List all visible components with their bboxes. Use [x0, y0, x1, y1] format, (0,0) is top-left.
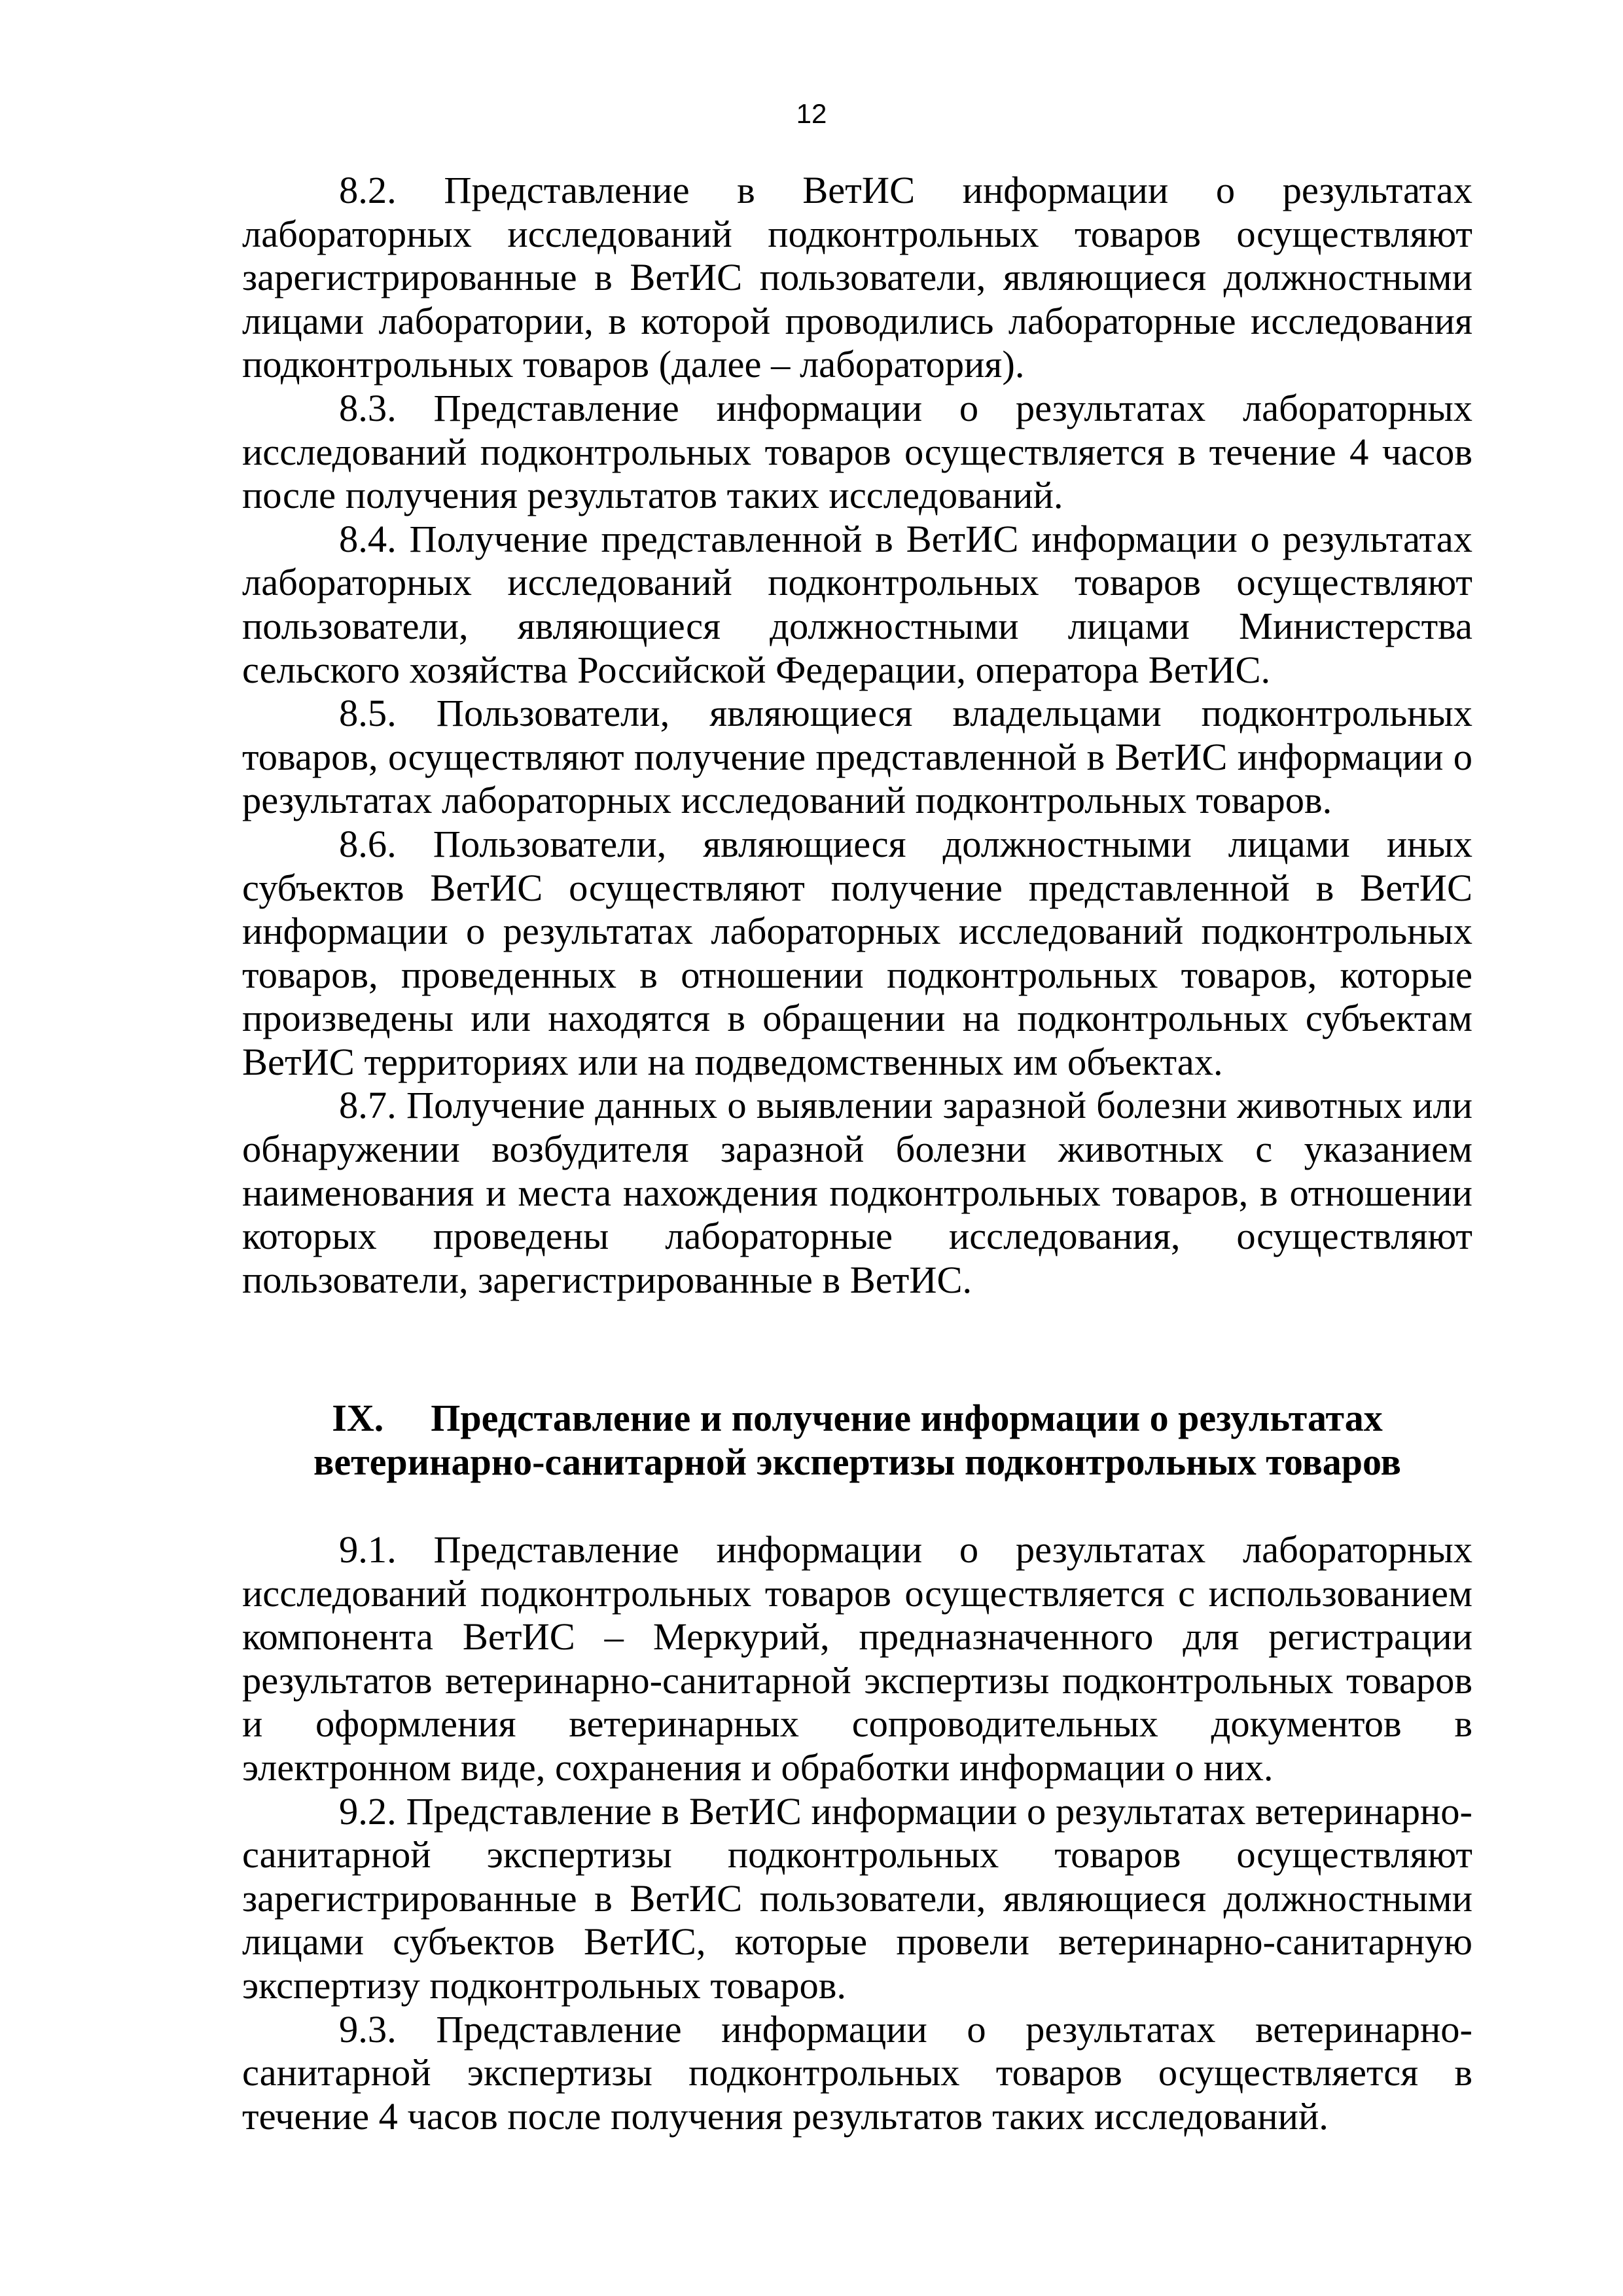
paragraph-number: 8.4.	[339, 517, 397, 560]
section-title-part-1: Представление и получение информации о результатах	[431, 1397, 1383, 1439]
paragraph-text: Представление в ВетИС информации о результатах ветеринарно-санитарной экспертизы подконтрольных товаров осуществляют зарегистрированные в ВетИС пользователи, являющиеся должностными лицами субъектов ВетИС, которые провели ветеринарно-санитарную экспертизу подконтрольных товаров.	[242, 1789, 1473, 2007]
paragraph-8-7	[242, 1084, 1472, 1302]
paragraph-9-3	[242, 2008, 1472, 2139]
paragraph-text: Получение представленной в ВетИС информации о результатах лабораторных исследований подконтрольных товаров осуществляют пользователи, являющиеся должностными лицами Министерства сельского хозяйства Российской Федерации, оператора ВетИС.	[242, 517, 1473, 691]
paragraph-9-2	[242, 1790, 1472, 2008]
paragraph-number: 8.2.	[339, 169, 397, 211]
page-number: 12	[796, 98, 827, 129]
paragraph-number: 9.3.	[339, 2007, 397, 2051]
section-9-body	[242, 1528, 1472, 2138]
paragraph-text: Пользователи, являющиеся владельцами подконтрольных товаров, осуществляют получение представленной в ВетИС информации о результатах лабораторных исследований подконтрольных товаров.	[242, 692, 1472, 822]
paragraph-number: 8.3.	[339, 386, 397, 429]
paragraph-text: Представление информации о результатах лабораторных исследований подконтрольных товаров осуществляется с использованием компонента ВетИС – Меркурий, предназначенного для регистрации результатов ветеринарно-санитарной экспертизы подконтрольных товаров и оформления ветеринарных сопроводительных документов в электронном виде, сохранения и обработки информации о них.	[242, 1528, 1472, 1789]
section-title-part-2: ветеринарно-санитарной экспертизы подконтрольных товаров	[313, 1441, 1401, 1483]
paragraph-number: 9.1.	[339, 1528, 397, 1571]
section-heading-line-1	[242, 1396, 1472, 1440]
section-9-heading	[242, 1396, 1472, 1484]
paragraph-8-4	[242, 518, 1472, 692]
paragraph-text: Представление информации о результатах ветеринарно-санитарной экспертизы подконтрольных товаров осуществляется в течение 4 часов после получения результатов таких исследований.	[242, 2007, 1473, 2138]
paragraph-number: 8.7.	[339, 1084, 397, 1127]
paragraph-text: Представление информации о результатах лабораторных исследований подконтрольных товаров осуществляется в течение 4 часов после получения результатов таких исследований.	[242, 386, 1472, 517]
section-number: IX.	[332, 1397, 384, 1439]
section-8-body	[242, 169, 1472, 1302]
paragraph-text: Пользователи, являющиеся должностными лицами иных субъектов ВетИС осуществляют получение представленной в ВетИС информации о результатах лабораторных исследований подконтрольных товаров, проведенных в отношении подконтрольных товаров, которые произведены или находятся в обращении на подконтрольных субъектам ВетИС территориях или на подведомственных им объектах.	[242, 822, 1473, 1083]
paragraph-number: 8.5.	[339, 692, 397, 735]
paragraph-8-5	[242, 692, 1472, 823]
paragraph-8-3	[242, 387, 1472, 518]
paragraph-8-2	[242, 169, 1472, 387]
paragraph-number: 8.6.	[339, 822, 397, 865]
paragraph-8-6	[242, 823, 1472, 1085]
paragraph-number: 9.2.	[339, 1789, 397, 1833]
paragraph-text: Получение данных о выявлении заразной болезни животных или обнаружении возбудителя заразной болезни животных с указанием наименования и места нахождения подконтрольных товаров, в отношении которых проведены лабораторные исследования, осуществляют пользователи, зарегистрированные в ВетИС.	[242, 1084, 1472, 1301]
paragraph-9-1	[242, 1528, 1472, 1790]
paragraph-text: Представление в ВетИС информации о результатах лабораторных исследований подконтрольных товаров осуществляют зарегистрированные в ВетИС пользователи, являющиеся должностными лицами лаборатории, в которой проводились лабораторные исследования подконтрольных товаров (далее – лаборатория).	[242, 169, 1473, 386]
